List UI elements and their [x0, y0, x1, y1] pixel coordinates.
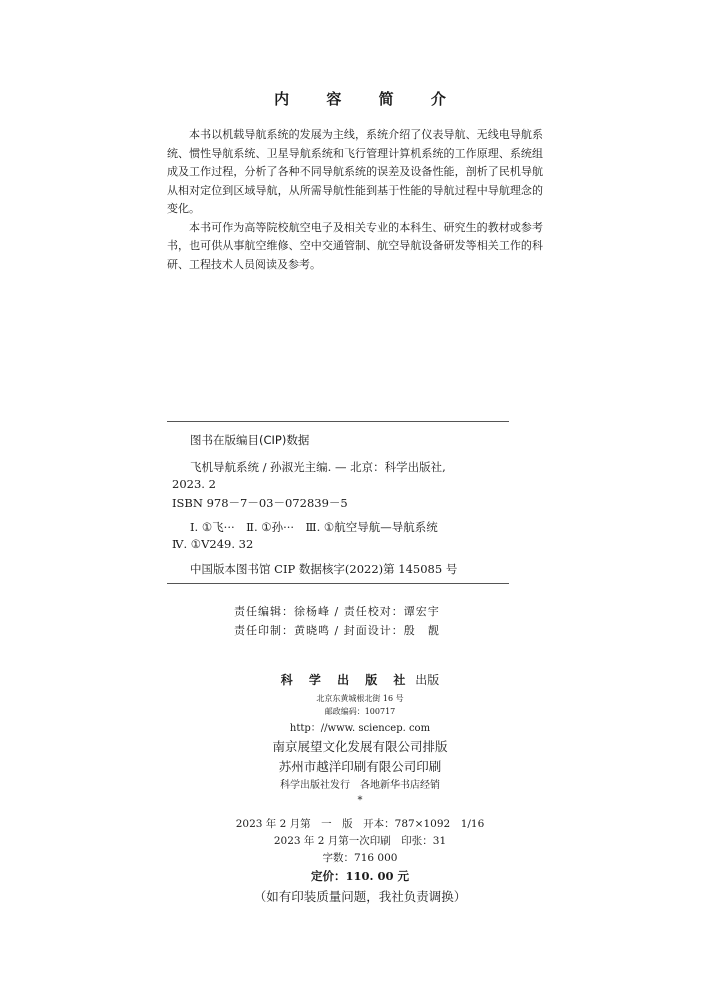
intro-body	[167, 126, 543, 274]
publisher-postcode: 邮政编码：100717	[324, 707, 396, 716]
distribution-line: 科学出版社发行 各地新华书店经销	[280, 780, 440, 791]
publisher-suffix: 出版	[415, 673, 440, 687]
word-count: 字数：716 000	[322, 852, 398, 864]
quality-notice: （如有印装质量问题，我社负责调换）	[253, 889, 467, 904]
editor-line: 责任编辑：徐杨峰 / 责任校对：谭宏宇	[234, 605, 440, 618]
printer-line: 苏州市越洋印刷有限公司印刷	[278, 759, 442, 774]
publisher-address: 北京东黄城根北街 16 号	[316, 694, 404, 703]
separator-star: *	[357, 795, 363, 806]
publisher-logo-text: 科 学 出 版 社	[280, 673, 412, 687]
cip-classification-number: Ⅳ. ①V249. 32	[172, 537, 254, 551]
cip-bottom-rule	[167, 583, 509, 584]
cip-top-rule	[167, 421, 509, 422]
cip-title: 图书在版编目(CIP)数据	[190, 433, 310, 447]
cip-entry-line: 飞机导航系统 / 孙淑光主编. — 北京：科学出版社,	[190, 460, 446, 474]
intro-paragraph: 本书可作为高等院校航空电子及相关专业的本科生、研究生的教材或参考书，也可供从事航空维修、空中交通管制、航空导航设备研发等相关工作的科研、工程技术人员阅读及参考。	[167, 220, 543, 271]
printing-line: 2023 年 2 月第一次印刷 印张：31	[273, 835, 447, 847]
cip-entry-year: 2023. 2	[172, 477, 216, 491]
cip-classification: Ⅰ. ①飞··· Ⅱ. ①孙··· Ⅲ. ①航空导航—导航系统	[190, 520, 438, 534]
cip-isbn: ISBN 978－7－03－072839－5	[172, 496, 348, 510]
publisher-website: http：//www. sciencep. com	[289, 723, 431, 734]
intro-heading: 内 容 简 介	[274, 90, 462, 108]
edition-line: 2023 年 2 月第 一 版 开本：787×1092 1/16	[235, 818, 485, 830]
publisher-line	[0, 671, 720, 688]
cip-record-number: 中国版本图书馆 CIP 数据核字(2022)第 145085 号	[190, 562, 458, 576]
price: 定价：110. 00 元	[310, 869, 410, 883]
production-line: 责任印制：黄晓鸣 / 封面设计：殷 靓	[234, 624, 440, 637]
typesetter-line: 南京展望文化发展有限公司排版	[272, 739, 448, 754]
intro-paragraph: 本书以机载导航系统的发展为主线，系统介绍了仪表导航、无线电导航系统、惯性导航系统、卫星导航系统和飞行管理计算机系统的工作原理、系统组成及工作过程，分析了各种不同导航系统的误差及设备性能，剖析了民机导航从相对定位到区域导航，从所需导航性能到基于性能的导航过程中导航理念的变化。	[167, 128, 543, 215]
